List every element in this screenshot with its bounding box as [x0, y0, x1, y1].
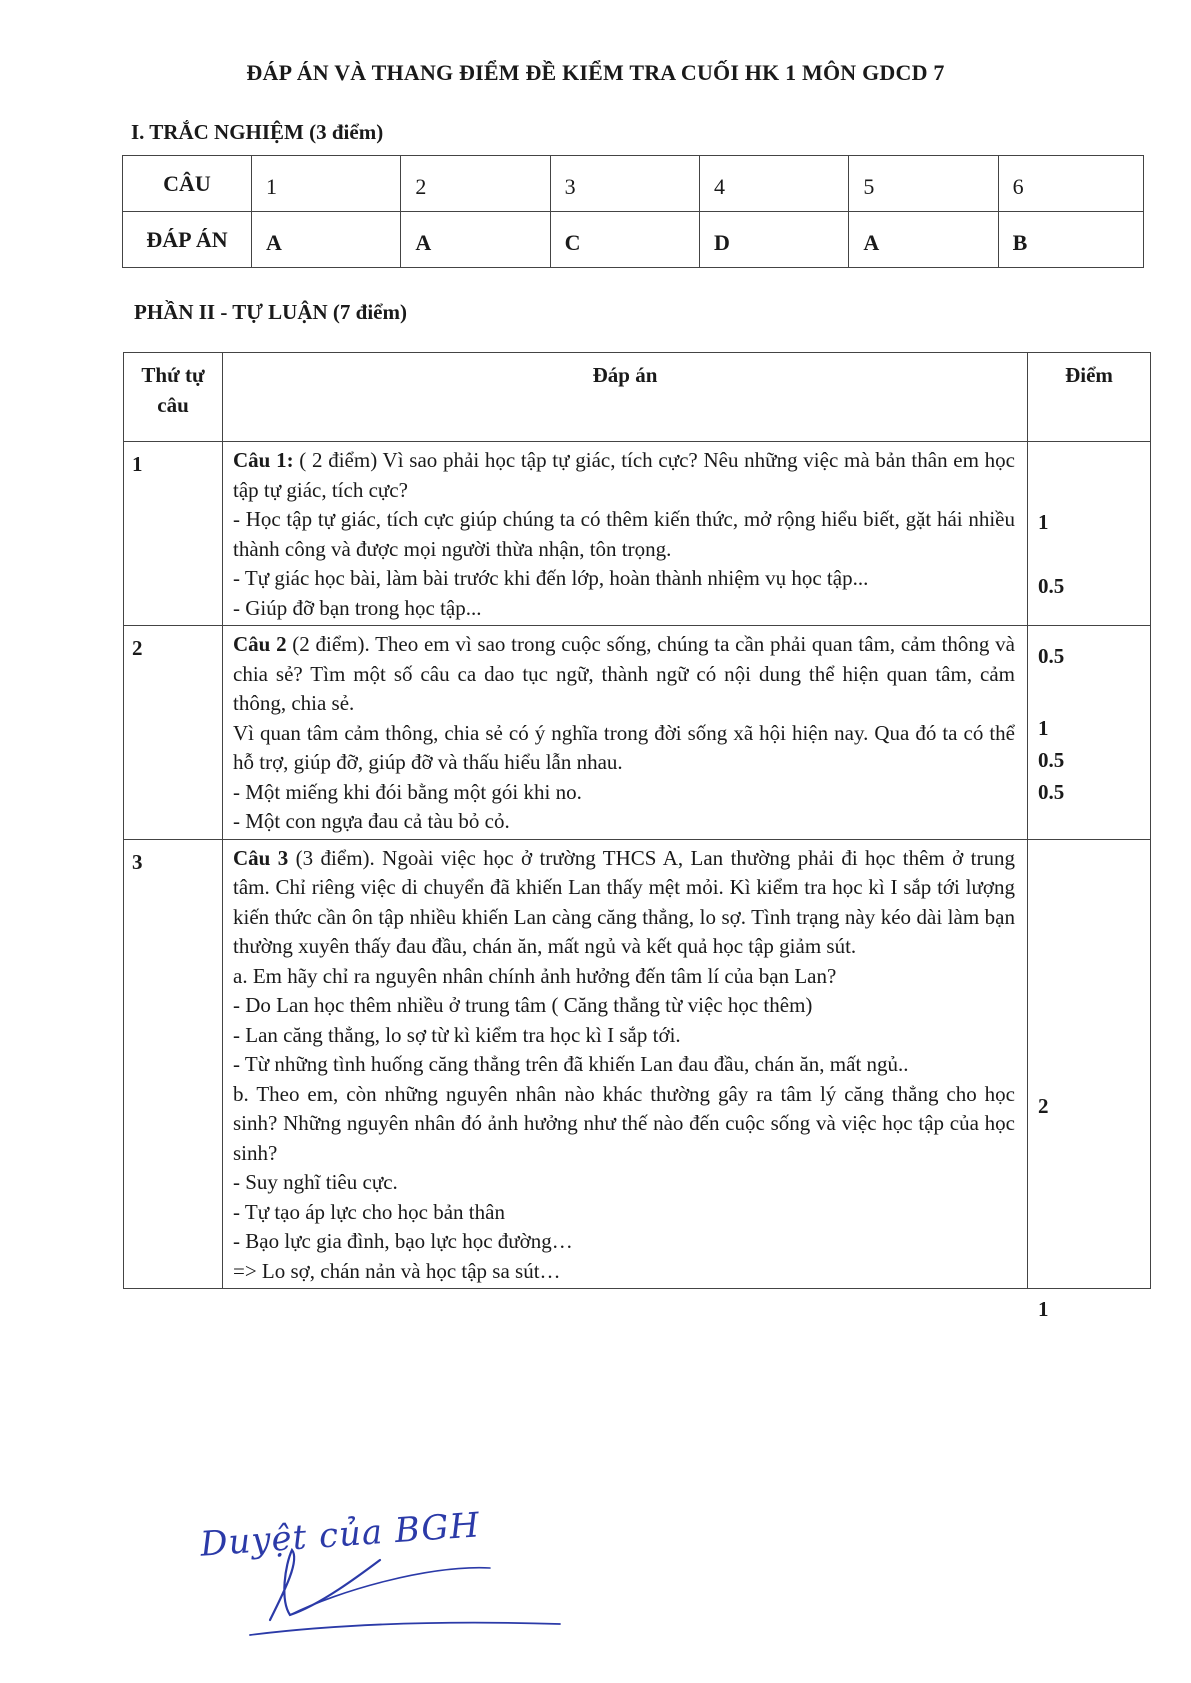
question-row: [123, 156, 1144, 212]
point-value: 1: [1038, 716, 1049, 740]
row-points: [1028, 442, 1151, 668]
answer-line: b. Theo em, còn những nguyên nhân nào khác thường gây ra tâm lý căng thẳng cho học sinh? Những nguyên nhân đó ảnh hưởng như thế nào đến cuộc sống và việc học tập của học sinh?: [233, 1081, 1015, 1165]
section-essay-heading: PHẦN II - TỰ LUẬN (7 điểm): [134, 300, 407, 324]
row-number: 2: [124, 626, 223, 840]
answer-line: Vì quan tâm cảm thông, chia sẻ có ý nghĩa trong đời sống xã hội hiện nay. Qua đó ta có thể hỗ trợ, giúp đỡ, giúp đỡ và thấu hiểu lẫn nhau.: [233, 720, 1015, 774]
point-value: 0.5: [1038, 748, 1065, 772]
col-header-answer: Đáp án: [223, 353, 1028, 442]
section-multiple-choice-heading: I. TRẮC NGHIỆM (3 điểm): [131, 120, 384, 144]
point-value: 0.5: [1038, 644, 1065, 668]
col-header-number: Thứ tự câu: [124, 353, 223, 442]
answer-line: a. Em hãy chỉ ra nguyên nhân chính ảnh hưởng đến tâm lí của bạn Lan?: [233, 963, 837, 988]
question-text: Câu 3 (3 điểm). Ngoài việc học ở trường THCS A, Lan thường phải đi học thêm ở trung tâm. Chỉ riêng việc di chuyển đã khiến Lan thấy mệt mỏi. Kì kiểm tra học kì I sắp tới lượng kiến thức cần ôn tập nhiều khiến Lan càng căng thẳng, lo sợ. Tình trạng này kéo dài làm bạn thường xuyên thấy đau đầu, chán ăn, mất ngủ và kết quả học tập giảm sút.: [233, 845, 1015, 958]
answer-line: - Do Lan học thêm nhiều ở trung tâm ( Căng thẳng từ việc học thêm): [233, 993, 813, 1017]
signature-icon: [230, 1520, 570, 1650]
answer-row: [123, 212, 1144, 268]
answer-line: - Giúp đỡ bạn trong học tập...: [233, 595, 482, 620]
question-label: Câu 2: [233, 632, 287, 656]
question-number-cell: 3: [550, 156, 699, 212]
approval-handwriting: Duyệt của BGH: [198, 1505, 482, 1565]
row-content: [223, 442, 1028, 626]
answer-cell: A: [401, 212, 550, 268]
answer-line: - Bạo lực gia đình, bạo lực học đường…: [233, 1229, 573, 1253]
question-number-cell: 6: [998, 156, 1143, 212]
question-label: Câu 1:: [233, 448, 294, 472]
answer-row-header: ĐÁP ÁN: [123, 212, 252, 268]
answer-line: - Một con ngựa đau cả tàu bỏ cỏ.: [233, 809, 510, 833]
answer-line: - Từ những tình huống căng thẳng trên đã khiến Lan đau đầu, chán ăn, mất ngủ..: [233, 1052, 909, 1076]
answer-line: - Một miếng khi đói bằng một gói khi no.: [233, 779, 582, 804]
answer-line: - Tự tạo áp lực cho học bản thân: [233, 1199, 505, 1224]
row-content: [223, 626, 1028, 840]
essay-row: [124, 626, 1151, 840]
answer-line: - Suy nghĩ tiêu cực.: [233, 1170, 398, 1194]
essay-row: [124, 442, 1151, 626]
answer-line: => Lo sợ, chán nản và học tập sa sút…: [233, 1258, 561, 1283]
answer-line: - Tự giác học bài, làm bài trước khi đến lớp, hoàn thành nhiệm vụ học tập...: [233, 566, 869, 590]
question-row-header: CÂU: [123, 156, 252, 212]
essay-header-row: [124, 353, 1151, 442]
question-number-cell: 1: [252, 156, 401, 212]
essay-table: [123, 352, 1151, 1321]
essay-row: [124, 839, 1151, 1289]
question-text: Câu 1: ( 2 điểm) Vì sao phải học tập tự giác, tích cực? Nêu những việc mà bản thân em học tập tự giác, tích cực?: [233, 448, 1015, 502]
row-points: [1028, 626, 1151, 840]
document-title: ĐÁP ÁN VÀ THANG ĐIỂM ĐỀ KIỂM TRA CUỐI HK 1 MÔN GDCD 7: [246, 60, 945, 85]
question-number-cell: 4: [699, 156, 848, 212]
answer-line: - Học tập tự giác, tích cực giúp chúng ta có thêm kiến thức, mở rộng hiểu biết, gặt hái nhiều thành công và được mọi người thừa nhận, tôn trọng.: [233, 507, 1015, 561]
multiple-choice-table: [122, 155, 1144, 268]
answer-cell: C: [550, 212, 699, 268]
answer-line: - Lan căng thẳng, lo sợ từ kì kiểm tra học kì I sắp tới.: [233, 1022, 681, 1047]
question-number-cell: 5: [849, 156, 998, 212]
question-number-cell: 2: [401, 156, 550, 212]
answer-cell: A: [252, 212, 401, 268]
question-label: Câu 3: [233, 845, 289, 870]
point-value: 2: [1038, 1093, 1049, 1118]
row-points: [1028, 839, 1151, 1321]
point-value: 0.5: [1038, 780, 1065, 804]
row-number: 1: [124, 442, 223, 626]
row-content: [223, 839, 1028, 1289]
answer-cell: B: [998, 212, 1143, 268]
col-header-points: Điểm: [1028, 353, 1151, 442]
point-value: 0.5: [1038, 574, 1065, 598]
answer-cell: D: [699, 212, 848, 268]
question-text: Câu 2 (2 điểm). Theo em vì sao trong cuộc sống, chúng ta cần phải quan tâm, cảm thông và chia sẻ? Tìm một số câu ca dao tục ngữ, thành ngữ có nội dung thể hiện quan tâm, cảm thông, chia sẻ.: [233, 632, 1015, 715]
point-value: 1: [1038, 1296, 1049, 1321]
point-value: 1: [1038, 510, 1049, 534]
answer-cell: A: [849, 212, 998, 268]
row-number: 3: [124, 839, 223, 1289]
